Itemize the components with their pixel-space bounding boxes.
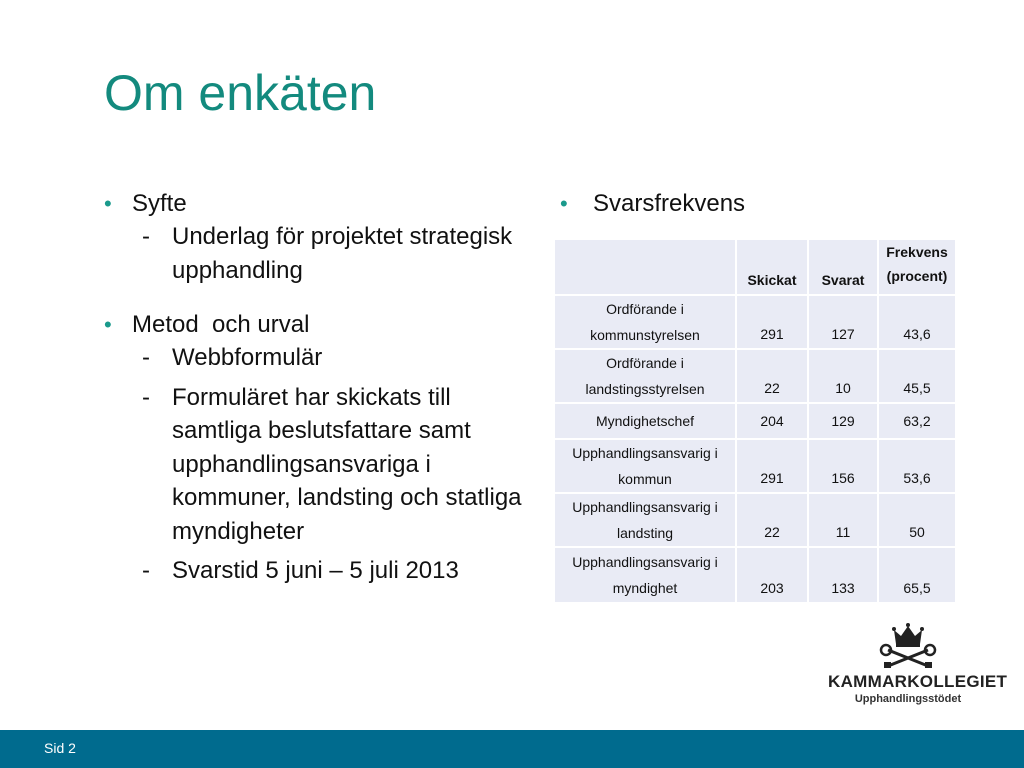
table-cell-svarat: 133 <box>808 547 878 603</box>
table-cell-frekvens: 63,2 <box>878 403 956 439</box>
table-header-cell: Frekvens (procent) <box>878 239 956 295</box>
sub-item <box>104 220 534 287</box>
table-cell-frekvens: 43,6 <box>878 295 956 349</box>
dash-icon: - <box>142 344 150 371</box>
logo-name: KAMMARKOLLEGIET <box>828 672 1008 691</box>
dash-icon: - <box>142 557 150 584</box>
table-cell-svarat: 10 <box>808 349 878 403</box>
table-row <box>554 295 956 349</box>
table-row <box>554 403 956 439</box>
table-cell-frekvens: 45,5 <box>878 349 956 403</box>
bullet-syfte <box>104 188 534 220</box>
table-cell-skickat: 203 <box>736 547 808 603</box>
table-header-cell: Svarat <box>808 239 878 295</box>
table-row <box>554 547 956 603</box>
table-cell-skickat: 22 <box>736 349 808 403</box>
syfte-item-text: Underlag för projektet strategisk upphandling <box>172 223 513 284</box>
page-number: Sid 2 <box>44 740 76 756</box>
logo-subtitle: Upphandlingsstödet <box>854 693 962 705</box>
table-cell-svarat: 129 <box>808 403 878 439</box>
response-rate-table <box>553 238 957 604</box>
table-row <box>554 439 956 493</box>
table-cell-svarat: 11 <box>808 493 878 547</box>
table-cell-svarat: 127 <box>808 295 878 349</box>
left-column <box>104 188 534 588</box>
table-header-cell <box>554 239 736 295</box>
metod-label: Metod och urval <box>132 311 310 338</box>
bullet-svarsfrekvens <box>560 188 745 220</box>
bullet-metod <box>104 309 534 341</box>
table-cell-label: Myndighetschef <box>554 403 736 439</box>
table-cell-frekvens: 65,5 <box>878 547 956 603</box>
table-cell-label: Ordförande i landstingsstyrelsen <box>554 349 736 403</box>
sub-item <box>104 554 534 588</box>
table-cell-frekvens: 53,6 <box>878 439 956 493</box>
sub-item <box>104 341 534 375</box>
table-cell-svarat: 156 <box>808 439 878 493</box>
table-cell-skickat: 22 <box>736 493 808 547</box>
kammarkollegiet-logo <box>828 622 1008 705</box>
table-cell-label: Ordförande i kommunstyrelsen <box>554 295 736 349</box>
table-row <box>554 493 956 547</box>
bullet-dot-icon: • <box>560 191 568 216</box>
bullet-dot-icon: • <box>104 312 112 337</box>
table-cell-skickat: 291 <box>736 439 808 493</box>
footer-bar <box>0 730 1024 768</box>
dash-icon: - <box>142 383 150 411</box>
metod-item-text: Svarstid 5 juni – 5 juli 2013 <box>172 557 459 584</box>
table-cell-label: Upphandlingsansvarig i landsting <box>554 493 736 547</box>
syfte-label: Syfte <box>132 190 187 217</box>
right-column <box>560 188 745 220</box>
dash-icon: - <box>142 223 150 250</box>
table-cell-skickat: 291 <box>736 295 808 349</box>
crown-keys-icon <box>876 622 940 670</box>
svarsfrekvens-heading: Svarsfrekvens <box>593 190 746 217</box>
table-row <box>554 349 956 403</box>
table-header-cell: Skickat <box>736 239 808 295</box>
table-cell-label: Upphandlingsansvarig i kommun <box>554 439 736 493</box>
metod-item-text: Webbformulär <box>172 344 323 371</box>
table-cell-label: Upphandlingsansvarig i myndighet <box>554 547 736 603</box>
metod-item-text: Formuläret har skickats till samtliga beslutsfattare samt upphandlingsansvariga i kommuner, landsting och statliga myndigheter <box>172 383 522 545</box>
table-cell-skickat: 204 <box>736 403 808 439</box>
page-title: Om enkäten <box>104 65 377 121</box>
table-cell-frekvens: 50 <box>878 493 956 547</box>
table-header-row <box>554 239 956 295</box>
sub-item <box>104 381 534 549</box>
bullet-dot-icon: • <box>104 191 112 216</box>
